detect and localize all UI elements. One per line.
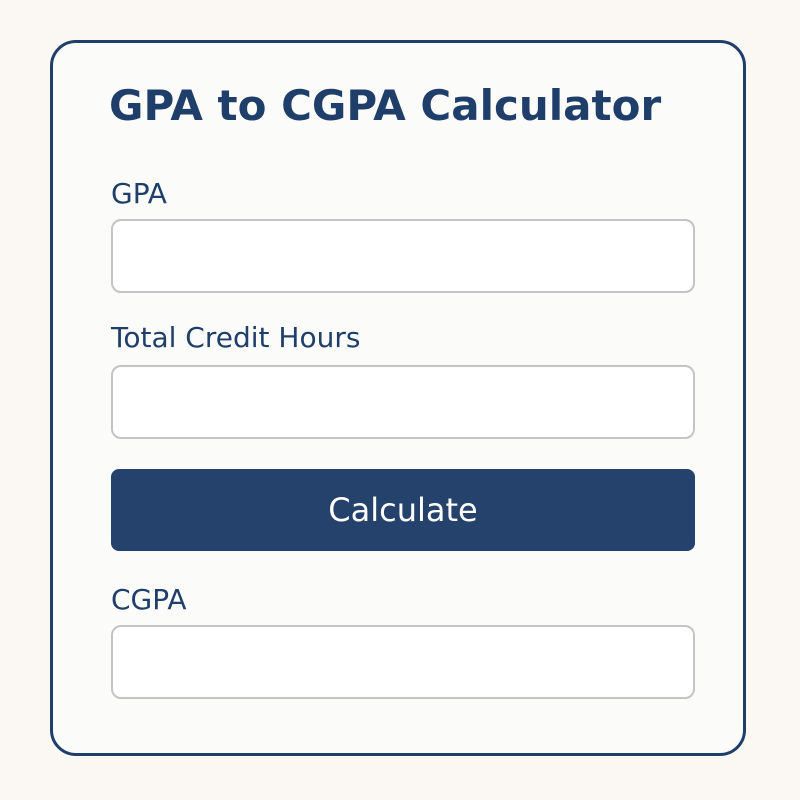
calculator-card: [50, 40, 746, 756]
cgpa-label: CGPA: [111, 583, 187, 616]
gpa-input[interactable]: [111, 219, 695, 293]
credit-hours-input[interactable]: [111, 365, 695, 439]
gpa-label: GPA: [111, 177, 167, 210]
calculate-button[interactable]: Calculate: [111, 469, 695, 551]
credit-hours-label: Total Credit Hours: [111, 321, 361, 354]
cgpa-output-field[interactable]: [111, 625, 695, 699]
page-title: GPA to CGPA Calculator: [109, 81, 662, 130]
